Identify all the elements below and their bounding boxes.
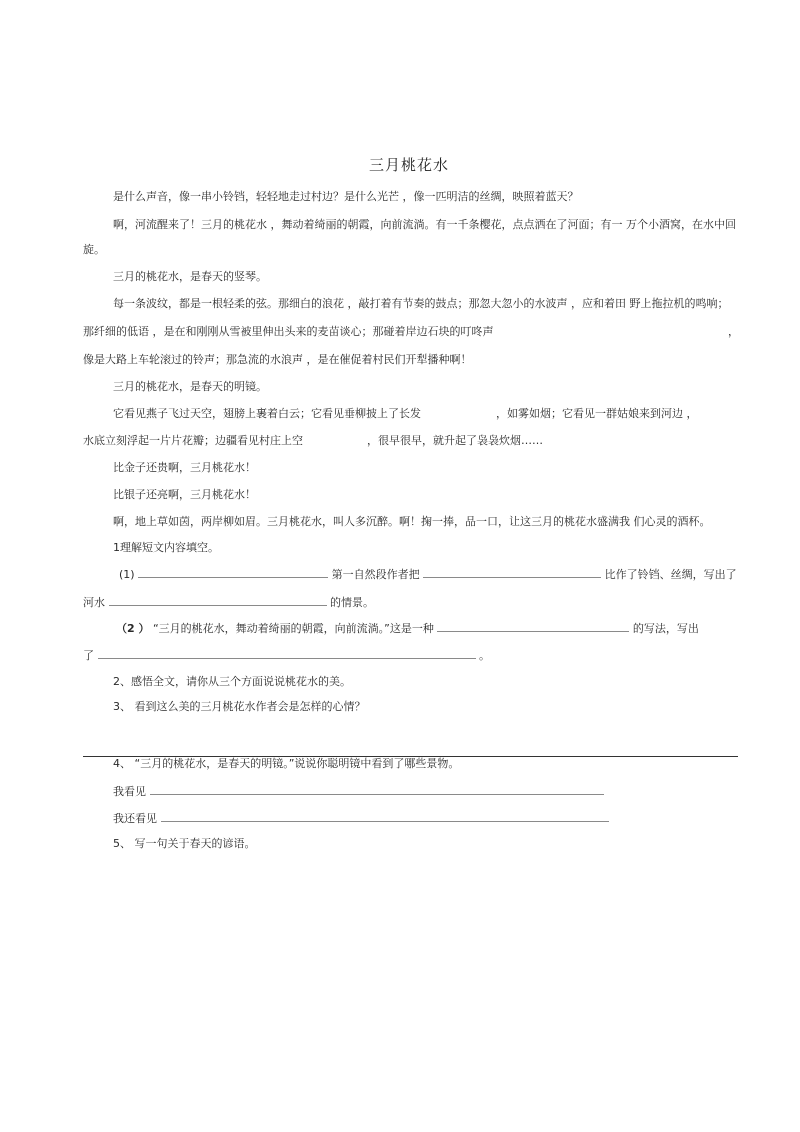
question-4-label: 我还看见 (113, 812, 157, 825)
paragraph-7: 比金子还贵啊，三月桃花水！ (113, 461, 256, 474)
paragraph-1: 是什么声音，像一串小铃铛，轻轻地走过村边？是什么光芒 ，像一匹明洁的丝绸，映照着蓝天？ (113, 190, 579, 203)
paragraph-5: 三月的桃花水，是春天的明镜。 (113, 380, 267, 393)
question-1-2-text: 了 (83, 649, 94, 662)
question-1-2-line-2 (83, 648, 490, 663)
question-1-1-line-1 (119, 567, 737, 582)
question-3: 3、 看到这么美的三月桃花水作者会是怎样的心情？ (113, 700, 366, 713)
question-1-1-text: 第一自然段作者把 (331, 568, 420, 581)
answer-blank[interactable] (98, 648, 476, 659)
answer-blank[interactable] (109, 595, 327, 606)
paragraph-3: 三月的桃花水，是春天的竖琴。 (113, 270, 267, 283)
question-1-1-line-2 (83, 595, 374, 610)
question-4-answer-1 (113, 784, 604, 799)
question-1-1-number: (1) (119, 568, 135, 581)
paragraph-6-line-2-end: ，很早很早，就升起了袅袅炊烟…… (367, 434, 543, 447)
paragraph-6-line-1: 它看见燕子飞过天空，翅膀上裹着白云；它看见垂柳披上了长发 (113, 407, 421, 420)
paragraph-4-line-2-end: ， (728, 325, 739, 338)
question-1-1-text: 河水 (83, 596, 105, 609)
question-1-2-text: 的写法，写出 (632, 622, 699, 635)
question-1-2-text: 。 (479, 649, 490, 662)
question-5: 5、 写一句关于春天的谚语。 (113, 837, 256, 850)
paragraph-4-line-1: 每一条波纹，都是一根轻柔的弦。那细白的浪花 ，敲打着有节奏的鼓点；那忽大忽小的水波声 ，应和着田 野上拖拉机的鸣响； (113, 297, 729, 310)
paragraph-2-line-2: 旋。 (83, 243, 105, 256)
question-1-1-text: 的情景。 (330, 596, 374, 609)
answer-blank[interactable] (423, 567, 601, 578)
paragraph-9: 啊，地上草如茵，两岸柳如眉。三月桃花水，叫人多沉醉。啊！掬一捧，品一口，让这三月的桃花水盛满我 们心灵的酒杯。 (113, 515, 711, 528)
question-1-2-text: “三月的桃花水，舞动着绮丽的朝霞，向前流淌。”这是一种 (152, 622, 434, 635)
paragraph-2-line-1: 啊，河流醒来了！三月的桃花水 ，舞动着绮丽的朝霞，向前流淌。有一千条樱花，点点洒在了河面；有一 万个小酒窝，在水中回 (113, 218, 736, 231)
paragraph-6-line-2: 水底立刻浮起一片片花瓣；边疆看见村庄上空 (83, 434, 303, 447)
paragraph-8: 比银子还亮啊，三月桃花水！ (113, 488, 256, 501)
question-1-heading: 1理解短文内容填空。 (113, 541, 219, 554)
answer-blank[interactable] (138, 567, 328, 578)
answer-blank[interactable] (437, 621, 629, 632)
question-4-label: 我看见 (113, 785, 146, 798)
document-title: 三月桃花水 (369, 156, 450, 174)
paragraph-4-line-3: 像是大路上车轮滚过的铃声；那急流的水浪声 ，是在催促着村民们开犁播种啊！ (83, 353, 472, 366)
paragraph-6-line-1-end: ，如雾如烟；它看见一群姑娘来到河边 ， (496, 407, 698, 420)
question-4: 4、 “三月的桃花水，是春天的明镜。”说说你聪明镜中看到了哪些景物。 (113, 757, 460, 770)
question-1-2-line-1 (116, 621, 699, 636)
question-2: 2、感悟全文，请你从三个方面说说桃花水的美。 (113, 675, 351, 688)
question-1-1-text: 比作了铃铛、丝绸，写出了 (604, 568, 737, 581)
question-4-answer-2 (113, 811, 609, 826)
answer-blank[interactable] (161, 811, 609, 822)
paragraph-4-line-2: 那纤细的低语 ，是在和刚刚从雪被里伸出头来的麦苗谈心；那碰着岸边石块的叮咚声 (83, 325, 494, 338)
question-1-2-number: （2 ） (116, 622, 150, 635)
answer-blank[interactable] (150, 784, 604, 795)
